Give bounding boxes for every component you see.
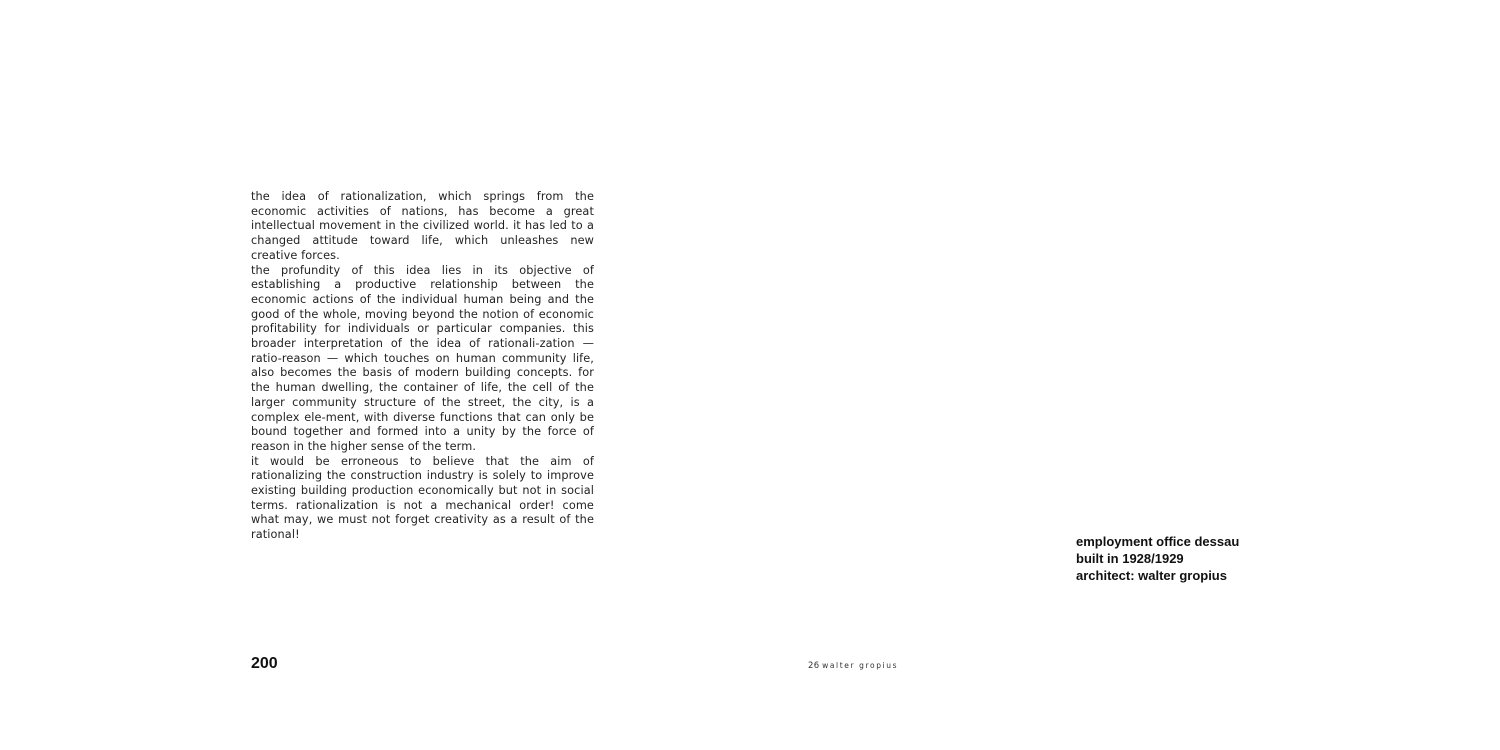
caption-line-date: built in 1928/1929 <box>1076 551 1184 566</box>
paragraph-1: the idea of rationalization, which springs from the economic activities of nations, has become a great intellectual movement in the civilized world. it has led to a changed attitude toward life, which unleashes new creative forces. <box>251 190 594 262</box>
paragraph-2: the profundity of this idea lies in its objective of establishing a productive relationship between the economic actions of the individual human being and the good of the whole, moving beyond the notion of economic profitability for individuals or particular companies. this broader interpretation of the idea of rationali-zation — ratio-reason — which touches on human community life, also becomes the basis of modern building concepts. for the human dwelling, the container of life, the cell of the larger community structure of the street, the city, is a complex ele-ment, with diverse functions that can only be bound together and formed into a unity by the force of reason in the higher sense of the term. <box>251 263 594 453</box>
image-caption <box>1076 533 1239 584</box>
footer-label: walter gropius <box>822 661 899 670</box>
body-text <box>251 190 594 543</box>
caption-line-architect: architect: walter gropius <box>1076 568 1227 583</box>
caption-line-title: employment office dessau <box>1076 534 1240 549</box>
footer-number: 26 <box>808 661 820 671</box>
paragraph-3: it would be erroneous to believe that the aim of rationalizing the construction industry is solely to improve existing building production economically but not in social terms. rationalization is not a mechanical order! come what may, we must not forget creativity as a result of the rational! <box>251 454 594 542</box>
running-footer <box>808 660 898 672</box>
page-number: 200 <box>251 655 278 672</box>
